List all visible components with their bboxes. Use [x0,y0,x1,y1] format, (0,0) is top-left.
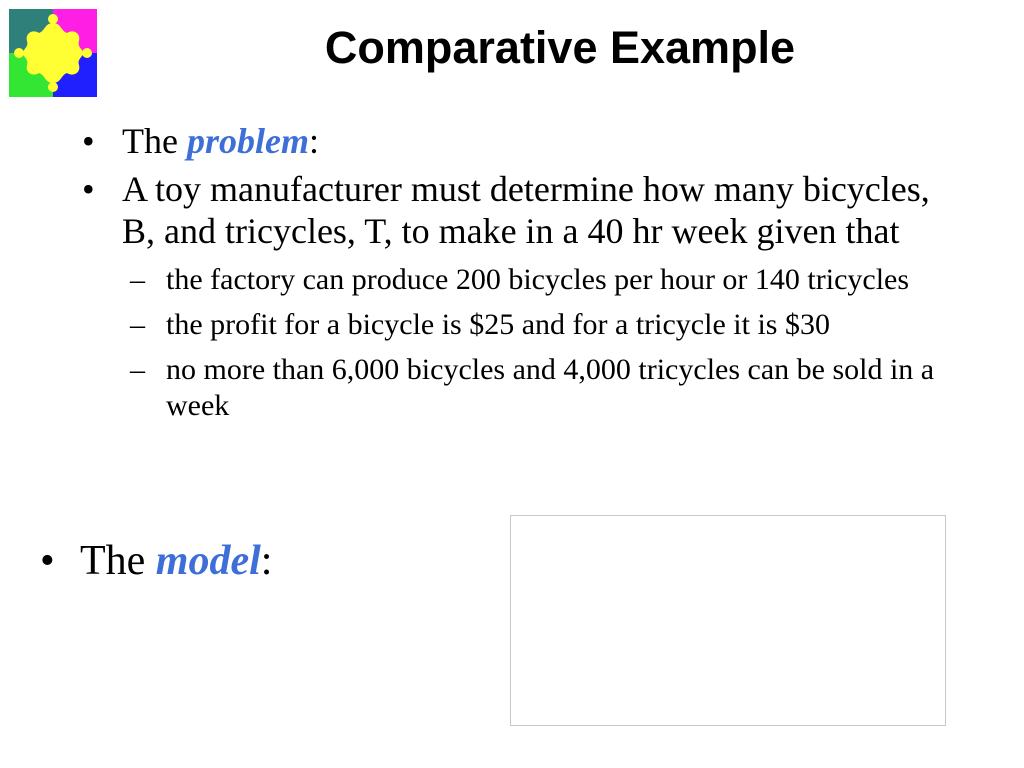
bullet-marker: • [82,121,95,161]
model-keyword: model [155,538,261,584]
slide-title: Comparative Example [324,22,796,73]
model-prefix: The [80,538,156,584]
problem-suffix: : [308,121,319,161]
model-heading-item [40,536,272,586]
model-suffix: : [260,538,273,584]
dash-marker: – [130,308,145,341]
constraint-item-profit [122,307,938,343]
constraint-text: the factory can produce 200 bicycles per hour or 140 tricycles [166,263,910,296]
model-placeholder-box [510,515,946,726]
bullet-marker: • [40,538,55,584]
constraint-item-production [122,262,938,298]
constraint-list [122,262,938,424]
constraint-text: the profit for a bicycle is $25 and for a tricycle it is $30 [166,308,830,341]
bullet-marker: • [82,169,95,209]
puzzle-logo-icon [9,9,97,97]
problem-statement-item [78,168,938,424]
problem-bullet-list [78,120,938,433]
constraint-item-sales-limit [122,352,938,424]
problem-heading-item [78,120,938,162]
dash-marker: – [130,263,145,296]
constraint-text: no more than 6,000 bicycles and 4,000 tricycles can be sold in a week [166,353,935,422]
dash-marker: – [130,353,145,386]
problem-prefix: The [122,121,187,161]
problem-statement-text: A toy manufacturer must determine how many bicycles, B, and tricycles, T, to make in a 40 hr week given that [122,169,930,251]
problem-keyword: problem [186,121,309,161]
